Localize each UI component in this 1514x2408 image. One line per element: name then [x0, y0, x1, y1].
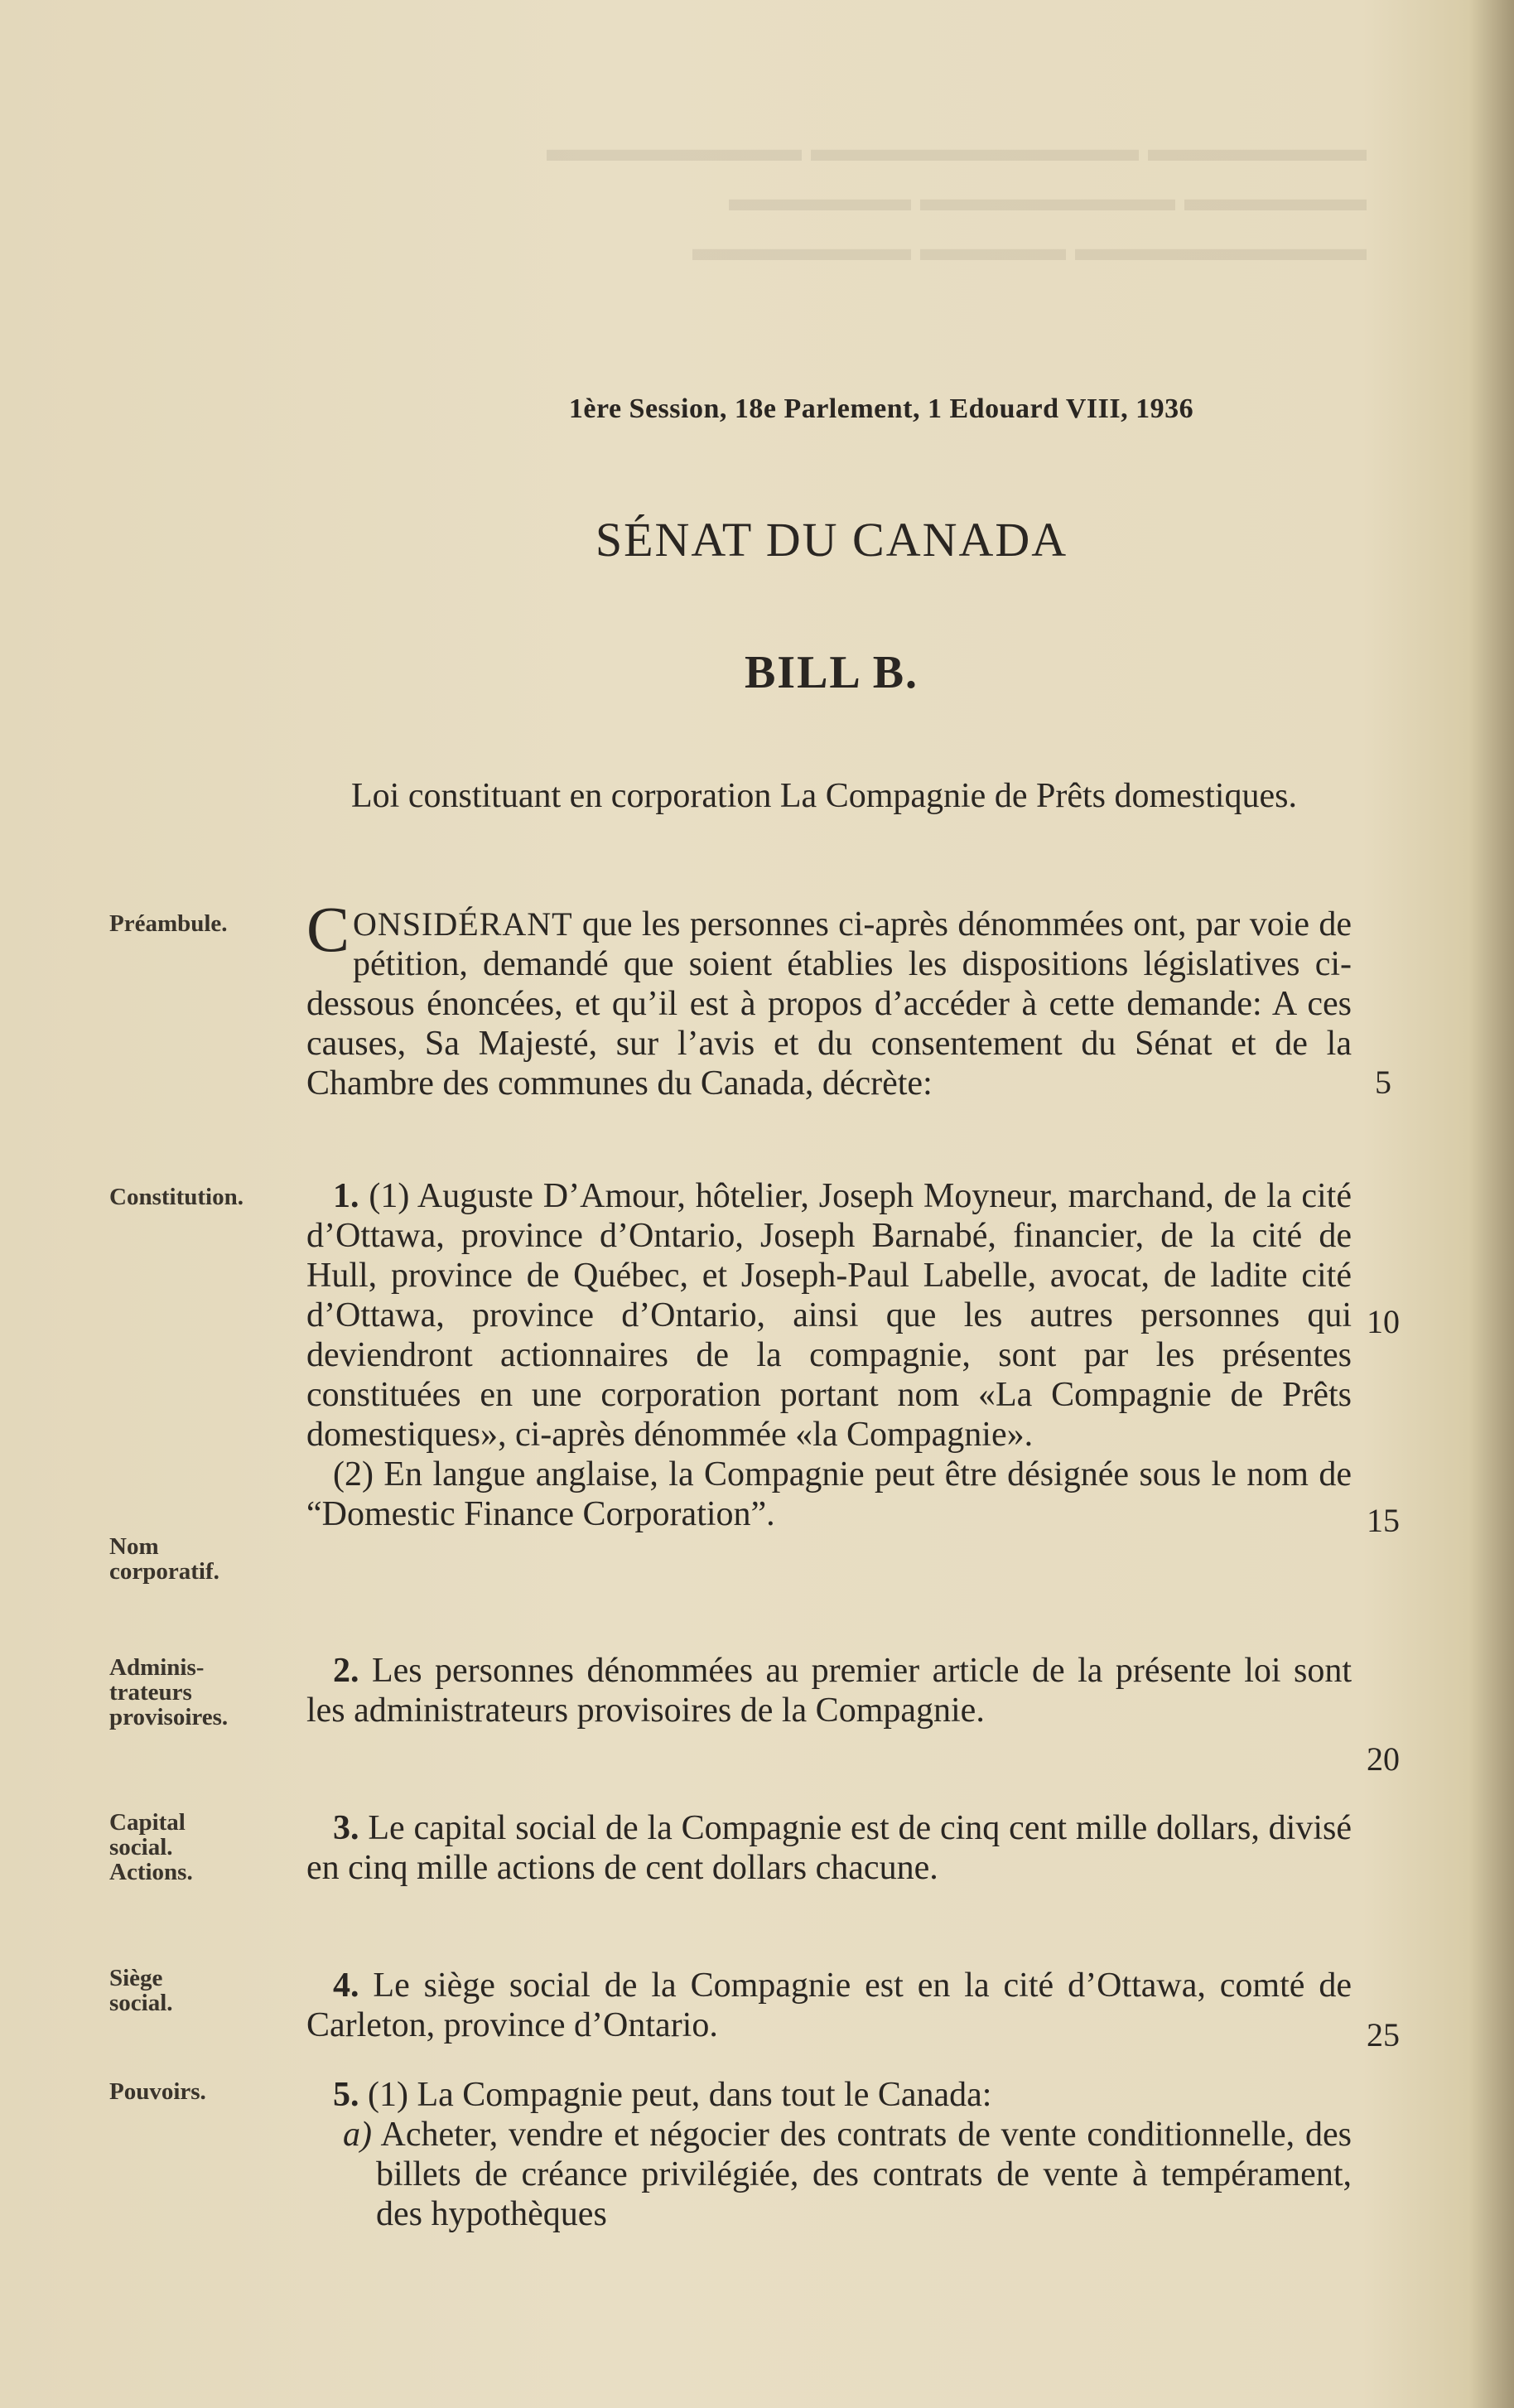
drop-cap: C — [306, 893, 350, 965]
section-3 — [306, 1808, 1352, 1888]
section-number: 1. — [333, 1177, 359, 1215]
section-1-subsection-2: (2) En langue anglaise, la Compagnie peut être désignée sous le nom de “Domestic Finance Corporation”. — [306, 1455, 1352, 1533]
line-number: 20 — [1367, 1740, 1400, 1778]
section-text: Le capital social de la Compagnie est de cinq cent mille dollars, divisé en cinq mille actions de cent dollars chacune. — [306, 1809, 1352, 1887]
section-number: 4. — [333, 1966, 359, 2005]
section-2 — [306, 1651, 1352, 1730]
margin-note-nom-corporatif: Nom corporatif. — [109, 1533, 219, 1585]
section-4 — [306, 1966, 1352, 2045]
section-number: 2. — [333, 1652, 359, 1690]
margin-note-constitution: Constitution. — [109, 1184, 243, 1210]
section-5 — [306, 2075, 1352, 2234]
line-number: 10 — [1367, 1303, 1400, 1340]
line-number: 25 — [1367, 2016, 1400, 2053]
show-through-text: ▬▬▬▬▬▬ ▬▬▬▬▬▬▬▬▬ ▬▬▬▬▬▬▬ ▬▬▬▬▬ ▬▬▬▬▬▬▬ ▬▬▬▬▬ ▬▬▬▬▬▬▬▬ ▬▬▬▬ ▬▬▬▬▬▬ — [547, 128, 1367, 268]
chamber-title: SÉNAT DU CANADA — [595, 513, 1068, 567]
line-number: 5 — [1375, 1064, 1391, 1101]
paragraph-text: Acheter, vendre et négocier des contrats de vente conditionnelle, des billets de créance privilégiée, des contrats de vente à tempérament, des hypothèques — [372, 2116, 1352, 2233]
preamble-lead: ONSIDÉRANT — [353, 905, 573, 943]
margin-note-administrateurs: Adminis- trateurs provisoires. — [109, 1654, 229, 1730]
section-text: Le siège social de la Compagnie est en la cité d’Ottawa, comté de Carleton, province d’Ontario. — [306, 1966, 1352, 2044]
section-1 — [306, 1176, 1352, 1534]
bill-title: BILL B. — [744, 647, 919, 698]
section-text: (1) Auguste D’Amour, hôtelier, Joseph Moyneur, marchand, de la cité d’Ottawa, province d’Ontario, Joseph Barnabé, financier, de la cité de Hull, province de Québec, et Joseph-Paul Labelle, avocat, de ladite cité d’Ottawa, province d’Ontario, ainsi que les autres personnes qui deviendront actionnaires de la compagnie, sont par les présentes constituées en une corporation portant nom «La Compagnie de Prêts domestiques», ci-après dénommée «la Compagnie». — [306, 1177, 1352, 1454]
preamble-paragraph — [306, 893, 1352, 1103]
paragraph-label: a) — [343, 2116, 372, 2154]
line-number: 15 — [1367, 1502, 1400, 1539]
section-text: Les personnes dénommées au premier article de la présente loi sont les administrateurs provisoires de la Compagnie. — [306, 1652, 1352, 1730]
margin-note-capital: Capital social. Actions. — [109, 1809, 193, 1885]
margin-note-pouvoirs: Pouvoirs. — [109, 2078, 206, 2105]
margin-note-siege: Siège social. — [109, 1965, 173, 2016]
paragraph-a — [306, 2115, 1352, 2234]
session-line: 1ère Session, 18e Parlement, 1 Edouard VIII, 1936 — [568, 393, 1194, 424]
bill-subtitle: Loi constituant en corporation La Compagnie de Prêts domestiques. — [351, 777, 1297, 815]
section-number: 5. — [333, 2076, 359, 2114]
preamble-text: que les personnes ci-après dénommées ont, par voie de pétition, demandé que soient établies les dispositions législatives ci-dessous énoncées, et qu’il est à propos d’accéder à cette demande: A ces causes, Sa Majesté, sur l’avis et du consentement du Sénat et de la Chambre des communes du Canada, décrète: — [306, 905, 1352, 1103]
section-number: 3. — [333, 1809, 359, 1847]
margin-note-preamble: Préambule. — [109, 910, 228, 937]
section-text: (1) La Compagnie peut, dans tout le Canada: — [359, 2076, 992, 2114]
